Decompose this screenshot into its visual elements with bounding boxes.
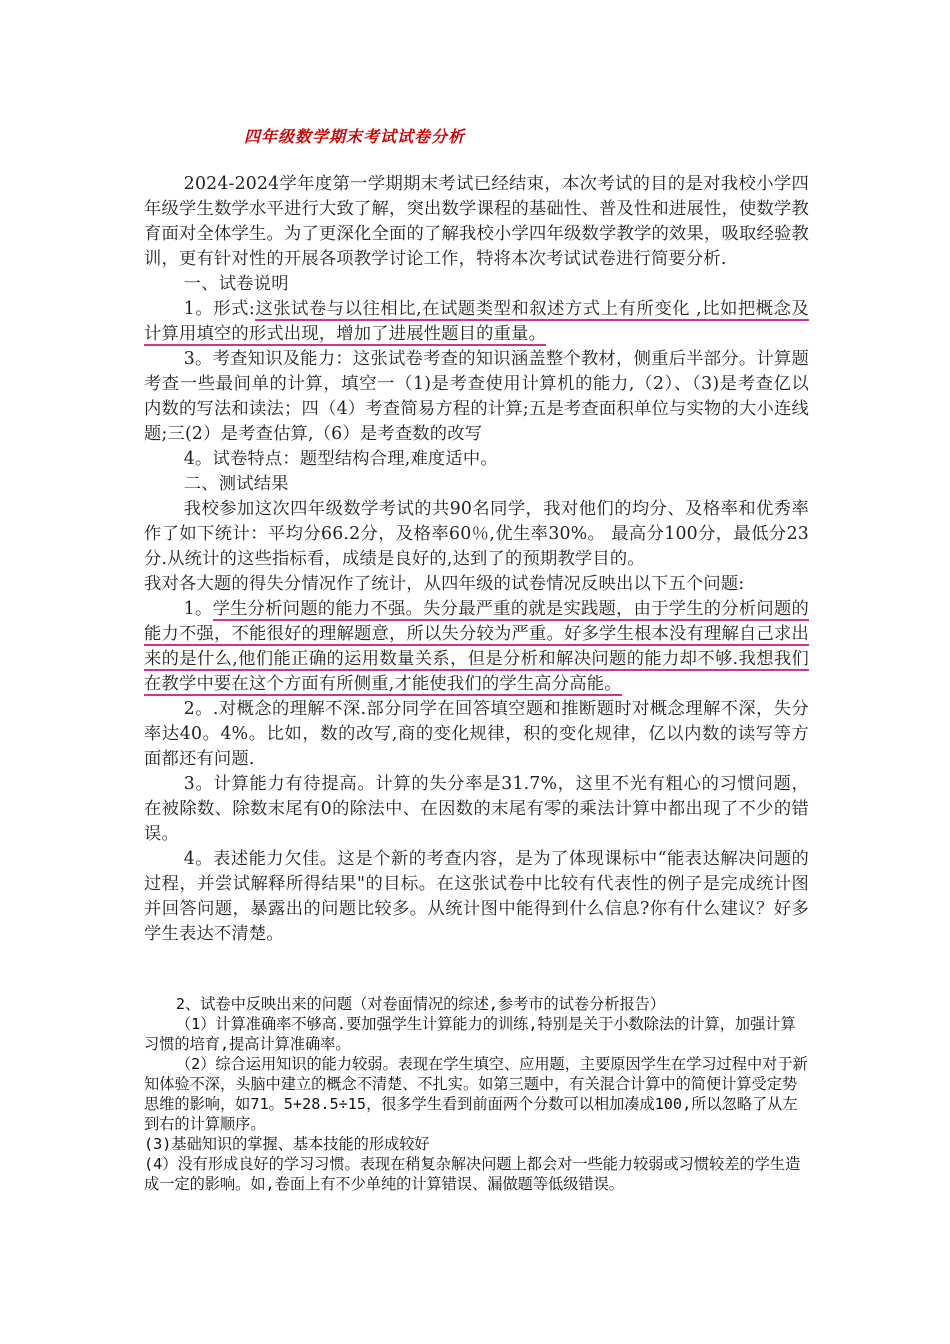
issue-1: （1）计算准确率不够高.要加强学生计算能力的训练,特别是关于小数除法的计算，加强计算习惯的培育,提高计算准确率。 bbox=[144, 1015, 796, 1053]
intro-paragraph: 2024-2024学年度第一学期期末考试已经结束，本次考试的目的是对我校小学四年级学生数学水平进行大致了解，突出数学课程的基础性、普及性和进展性，使数学教育面对全体学生。为了更深化全面的了解我校小学四年级数学教学的效果，吸取经验教训，更有针对性的开展各项教学讨论工作，特将本次考试试卷进行简要分析. bbox=[144, 174, 809, 269]
problems-intro: 我对各大题的得失分情况作了统计，从四年级的试卷情况反映出以下五个问题: bbox=[144, 574, 745, 594]
problem-2: 2。.对概念的理解不深.部分同学在回答填空题和推断题时对概念理解不深，失分率达40。4%。比如，数的改写,商的变化规律，积的变化规律，亿以内数的读写等方面都还有问题. bbox=[144, 699, 809, 769]
result-paragraph: 我校参加这次四年级数学考试的共90名同学，我对他们的均分、及格率和优秀率作了如下统计：平均分66.2分，及格率60％,优生率30%。 最高分100分，最低分23分.从统计的这些指标看，成绩是良好的,达到了的预期教学目的。 bbox=[144, 499, 809, 569]
heading-exam-description: 一、试卷说明 bbox=[183, 274, 289, 294]
problem-1 bbox=[144, 597, 809, 697]
item-knowledge: 3。考查知识及能力：这张试卷考查的知识涵盖整个教材，侧重后半部分。计算题考查一些最间单的计算，填空一（1)是考查使用计算机的能力,（2）、（3)是考查亿以内数的写法和读法；四（4）考查简易方程的计算;五是考查面积单位与实物的大小连线题;三(2）是考查估算,（6）是考查数的改写 bbox=[144, 349, 809, 444]
item-form-prefix: 1。形式: bbox=[183, 299, 255, 319]
document-body bbox=[144, 172, 809, 947]
heading-test-results: 二、测试结果 bbox=[183, 474, 289, 494]
item-form bbox=[144, 297, 809, 347]
issue-4: (4）没有形成良好的学习习惯。表现在稍复杂解决问题上都会对一些能力较弱或习惯较差的学生造成一定的影响。如,卷面上有不少单纯的计算错误、漏做题等低级错误。 bbox=[144, 1155, 801, 1193]
problem-1-underlined: 学生分析问题的能力不强。失分最严重的就是实践题，由于学生的分析问题的能力不强，不能很好的理解题意，所以失分较为严重。好多学生根本没有理解自己求出来的是什么,他们能正确的运用数量关系，但是分析和解决问题的能力却不够.我想我们在教学中要在这个方面有所侧重,才能使我们的学生高分高能。 bbox=[144, 599, 809, 694]
item-form-underlined: 这张试卷与以往相比,在试题类型和叙述方式上有所变化 ,比如把概念及计算用填空的形式出现，增加了进展性题目的重量。 bbox=[144, 299, 809, 344]
document-title: 四年级数学期末考试试卷分析 bbox=[244, 127, 466, 146]
problem-1-prefix: 1。 bbox=[183, 599, 213, 619]
item-features: 4。试卷特点：题型结构合理,难度适中。 bbox=[183, 449, 498, 469]
issue-2: （2）综合运用知识的能力较弱。表现在学生填空、应用题，主要原因学生在学习过程中对于新知体验不深，头脑中建立的概念不清楚、不扎实。如第三题中，有关混合计算中的简便计算受定势思维的影响，如71。5+28.5÷15，很多学生看到前面两个分数可以相加凑成100,所以忽略了从左到右的计算顺序。 bbox=[144, 1055, 808, 1133]
problem-4: 4。表述能力欠佳。这是个新的考查内容，是为了体现课标中“能表达解决问题的过程，并尝试解释所得结果"的目标。在这张试卷中比较有代表性的例子是完成统计图并回答问题，暴露出的问题比较多。从统计图中能得到什么信息?你有什么建议？好多学生表达不清楚。 bbox=[144, 849, 809, 944]
section-issues bbox=[144, 994, 809, 1194]
problem-3: 3。计算能力有待提高。计算的失分率是31.7%，这里不光有粗心的习惯问题，在被除数、除数末尾有0的除法中、在因数的末尾有零的乘法计算中都出现了不少的错误。 bbox=[144, 774, 809, 844]
issue-3: (3)基础知识的掌握、基本技能的形成较好 bbox=[144, 1135, 430, 1153]
issues-heading: 2、试卷中反映出来的问题（对卷面情况的综述,参考市的试卷分析报告） bbox=[175, 995, 666, 1013]
